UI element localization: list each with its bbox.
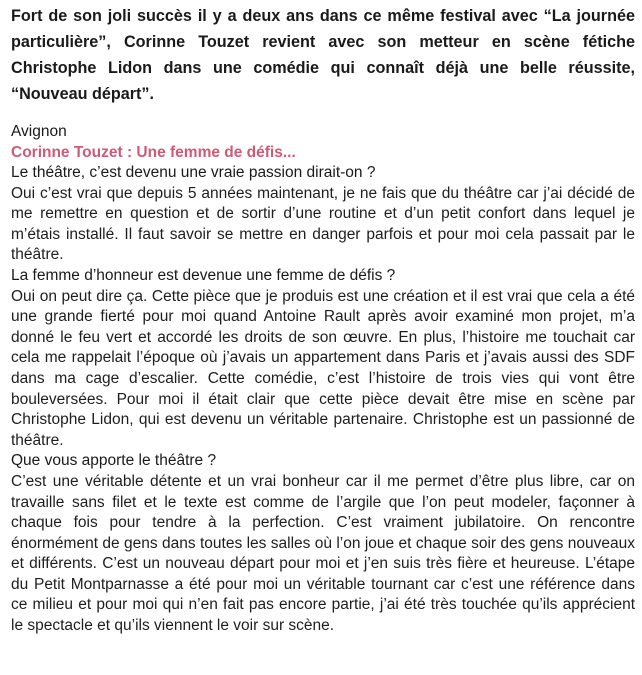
interview-answer: Oui on peut dire ça. Cette pièce que je produis est une création et il est vrai que cela a été une grande fierté pour moi quand Antoine Rault après avoir examiné mon projet, m’a donné le feu vert et accordé les droits de son œuvre. En plus, l’histoire me touchait car cela me rappelait l’époque où j’avais un appartement dans Paris et j’avais aussi des SDF dans ma cage d’escalier. Cette comédie, c’est l’histoire de trois vies qui vont être bouleversées. Pour moi il était clair que cette pièce devait être mise en scène par Christophe Lidon, qui est devenu un véritable partenaire. Christophe est un passionné de théâtre. xyxy=(11,287,635,449)
article-headline: Corinne Touzet : Une femme de défis... xyxy=(11,144,296,161)
interview-question: Que vous apporte le théâtre ? xyxy=(11,452,217,470)
dateline: Avignon xyxy=(11,123,67,140)
qa-block-1 xyxy=(11,163,635,266)
interview-answer: Oui c’est vrai que depuis 5 années maintenant, je ne fais que du théâtre car j’ai décidé de me remettre en question et de sortir d’une routine et d’un petit confort dans lequel je m’étais installé. Il faut savoir se mettre en danger parfois et pour moi cela passait par le théâtre. xyxy=(11,184,635,264)
interview-answer: C’est une véritable détente et un vrai bonheur car il me permet d’être plus libre, car on travaille sans filet et le texte est comme de l’argile que l’on peut modeler, façonner à chaque fois pour tendre à la perfection. C’est vraiment jubilatoire. On rencontre énormément de gens dans toutes les salles où l’on joue et chaque soir des gens nouveaux et différents. C’est un nouveau départ pour moi et j’en suis très fière et heureuse. L’étape du Petit Montparnasse a été pour moi un véritable tournant car c’est une référence dans ce milieu et pour moi qui n’en fait pas encore partie, j’ai été très touchée qu’ils apprécient le spectacle et qu’ils viennent le voir sur scène. xyxy=(11,472,635,635)
interview-question: Le théâtre, c’est devenu une vraie passion dirait-on ? xyxy=(11,164,376,181)
qa-block-3 xyxy=(11,451,635,636)
interview-question: La femme d’honneur est devenue une femme de défis ? xyxy=(11,266,396,284)
qa-block-2 xyxy=(11,266,635,451)
article-intro: Fort de son joli succès il y a deux ans dans ce même festival avec “La journée particulière”, Corinne Touzet revient avec son metteur en scène fétiche Christophe Lidon dans une comédie qui connaît déjà une belle réussite, “Nouveau départ”. xyxy=(11,7,635,103)
article xyxy=(11,3,635,637)
